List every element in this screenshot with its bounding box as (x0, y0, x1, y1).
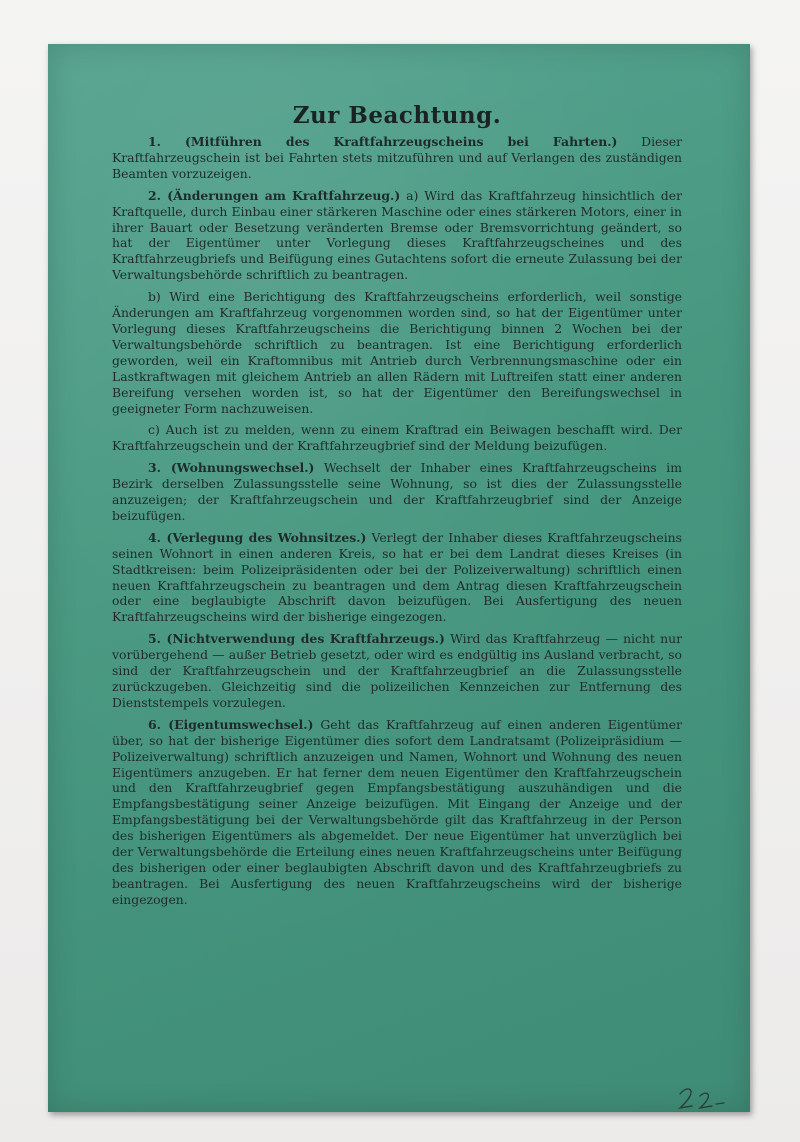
paragraph-text: Geht das Kraftfahrzeug auf einen anderen Eigentümer über, so hat der bisherige Eigentümer dies sofort dem Landratsamt (Polizeipräsidium — Polizeiverwaltung) schriftlich anzuzeigen und Namen, Wohnort und Wohnung des neuen Eigentümers anzugeben. Er hat ferner dem neuen Eigentümer den Kraftfahrzeugschein und den Kraftfahrzeugbrief gegen Empfangsbestätigung auszuhändigen und die Empfangsbestätigung seiner Anzeige beizufügen. Mit Eingang der Anzeige und der Empfangsbestätigung bei der Verwaltungsbehörde gilt das Kraftfahrzeug in der Person des bisherigen Eigentümers als abgemeldet. Der neue Eigentümer hat unverzüglich bei der Verwaltungsbehörde die Erteilung eines neuen Kraftfahrzeugscheins unter Beifügung des bisherigen oder einer beglaubigten Abschrift davon und des Kraftfahrzeugbriefs zu beantragen. Bei Ausfertigung des neuen Kraftfahrzeugscheins wird der bisherige eingezogen. (112, 716, 682, 907)
paragraph-text: Wird das Kraftfahrzeug — nicht nur vorübergehend — außer Betrieb gesetzt, oder wird es endgültig ins Ausland verbracht, so sind der Kraftfahrzeugschein und der Kraftfahrzeugbrief an die Zulassungsstelle zurückzugeben. Gleichzeitig sind die polizeilichen Kennzeichen zur Entfernung des Dienststempels vorzulegen. (112, 631, 682, 710)
paragraph-heading: 3. (Wohnungswechsel.) (148, 460, 315, 476)
document-title: Zur Beachtung. (292, 102, 502, 129)
paragraph-text: Verlegt der Inhaber dieses Kraftfahrzeugscheins seinen Wohnort in einen anderen Kreis, so hat er bei dem Landrat dieses Kreises (in Stadtkreisen: beim Polizeipräsidenten oder bei der Polizeiverwaltung) schriftlich einen neuen Kraftfahrzeugschein zu beantragen und dem Antrag diesen Kraftfahrzeugschein oder eine beglaubigte Abschrift davon beizufügen. Bei Ausfertigung des neuen Kraftfahrzeugscheins wird der bisherige eingezogen. (112, 529, 682, 625)
document-card (48, 44, 750, 1112)
paragraph-heading: 6. (Eigentumswechsel.) (148, 716, 314, 732)
paragraph-text: b) Wird eine Berichtigung des Kraftfahrzeugscheins erforderlich, weil sonstige Änderungen am Kraftfahrzeug vorgenommen worden sind, so hat der Eigentümer unter Vorlegung dieses Kraftfahrzeugscheins die Berichtigung binnen 2 Wochen bei der Verwaltungsbehörde schriftlich zu beantragen. Ist eine Berichtigung erforderlich geworden, weil ein Kraftomnibus mit Antrieb durch Verbrennungsmaschine oder ein Lastkraftwagen mit gleichem Antrieb an allen Rädern mit Luftreifen statt einer anderen Bereifung versehen worden ist, so hat der Eigentümer den Bereifungswechsel in geeigneter Form nachzuweisen. (112, 289, 682, 416)
paragraph-2b (112, 289, 682, 416)
paragraph-2a (112, 188, 682, 283)
paragraph-text: Dieser Kraftfahrzeugschein ist bei Fahrten stets mitzuführen und auf Verlangen des zuständigen Beamten vorzuzeigen. (112, 134, 682, 181)
paragraph-heading: 4. (Verlegung des Wohnsitzes.) (148, 529, 367, 545)
paragraph-1 (112, 134, 682, 182)
paragraph-heading: 1. (Mitführen des Kraftfahrzeugscheins bei Fahrten.) (148, 134, 618, 149)
paragraph-6 (112, 717, 682, 908)
paragraph-text: c) Auch ist zu melden, wenn zu einem Kraftrad ein Beiwagen beschafft wird. Der Kraftfahrzeugschein und der Kraftfahrzeugbrief sind der Meldung beizufügen. (112, 422, 682, 454)
paragraph-text: Wechselt der Inhaber eines Kraftfahrzeugscheins im Bezirk derselben Zulassungsstelle seine Wohnung, so ist dies der Zulassungsstelle anzuzeigen; der Kraftfahrzeugschein und der Kraftfahrzeugbrief sind der Anzeige beizufügen. (112, 460, 682, 523)
pencil-mark (676, 1084, 728, 1114)
paragraph-heading: 2. (Änderungen am Kraftfahrzeug.) (148, 187, 401, 203)
paragraph-3 (112, 460, 682, 524)
paragraph-4 (112, 530, 682, 625)
paragraph-text: a) Wird das Kraftfahrzeug hinsichtlich der Kraftquelle, durch Einbau einer stärkeren Maschine oder eines stärkeren Motors, einer in ihrer Bauart oder Besetzung veränderten Bremse oder Bremsvorrichtung geändert, so hat der Eigentümer unter Vorlegung dieses Kraftfahrzeugscheines und des Kraftfahrzeugbriefs und Beifügung eines Gutachtens sofort die erneute Zulassung bei der Verwaltungsbehörde schriftlich zu beantragen. (112, 187, 682, 283)
paragraph-2c (112, 422, 682, 454)
paragraph-5 (112, 631, 682, 711)
paragraph-heading: 5. (Nichtverwendung des Kraftfahrzeugs.) (148, 631, 445, 647)
document-body (112, 102, 682, 914)
